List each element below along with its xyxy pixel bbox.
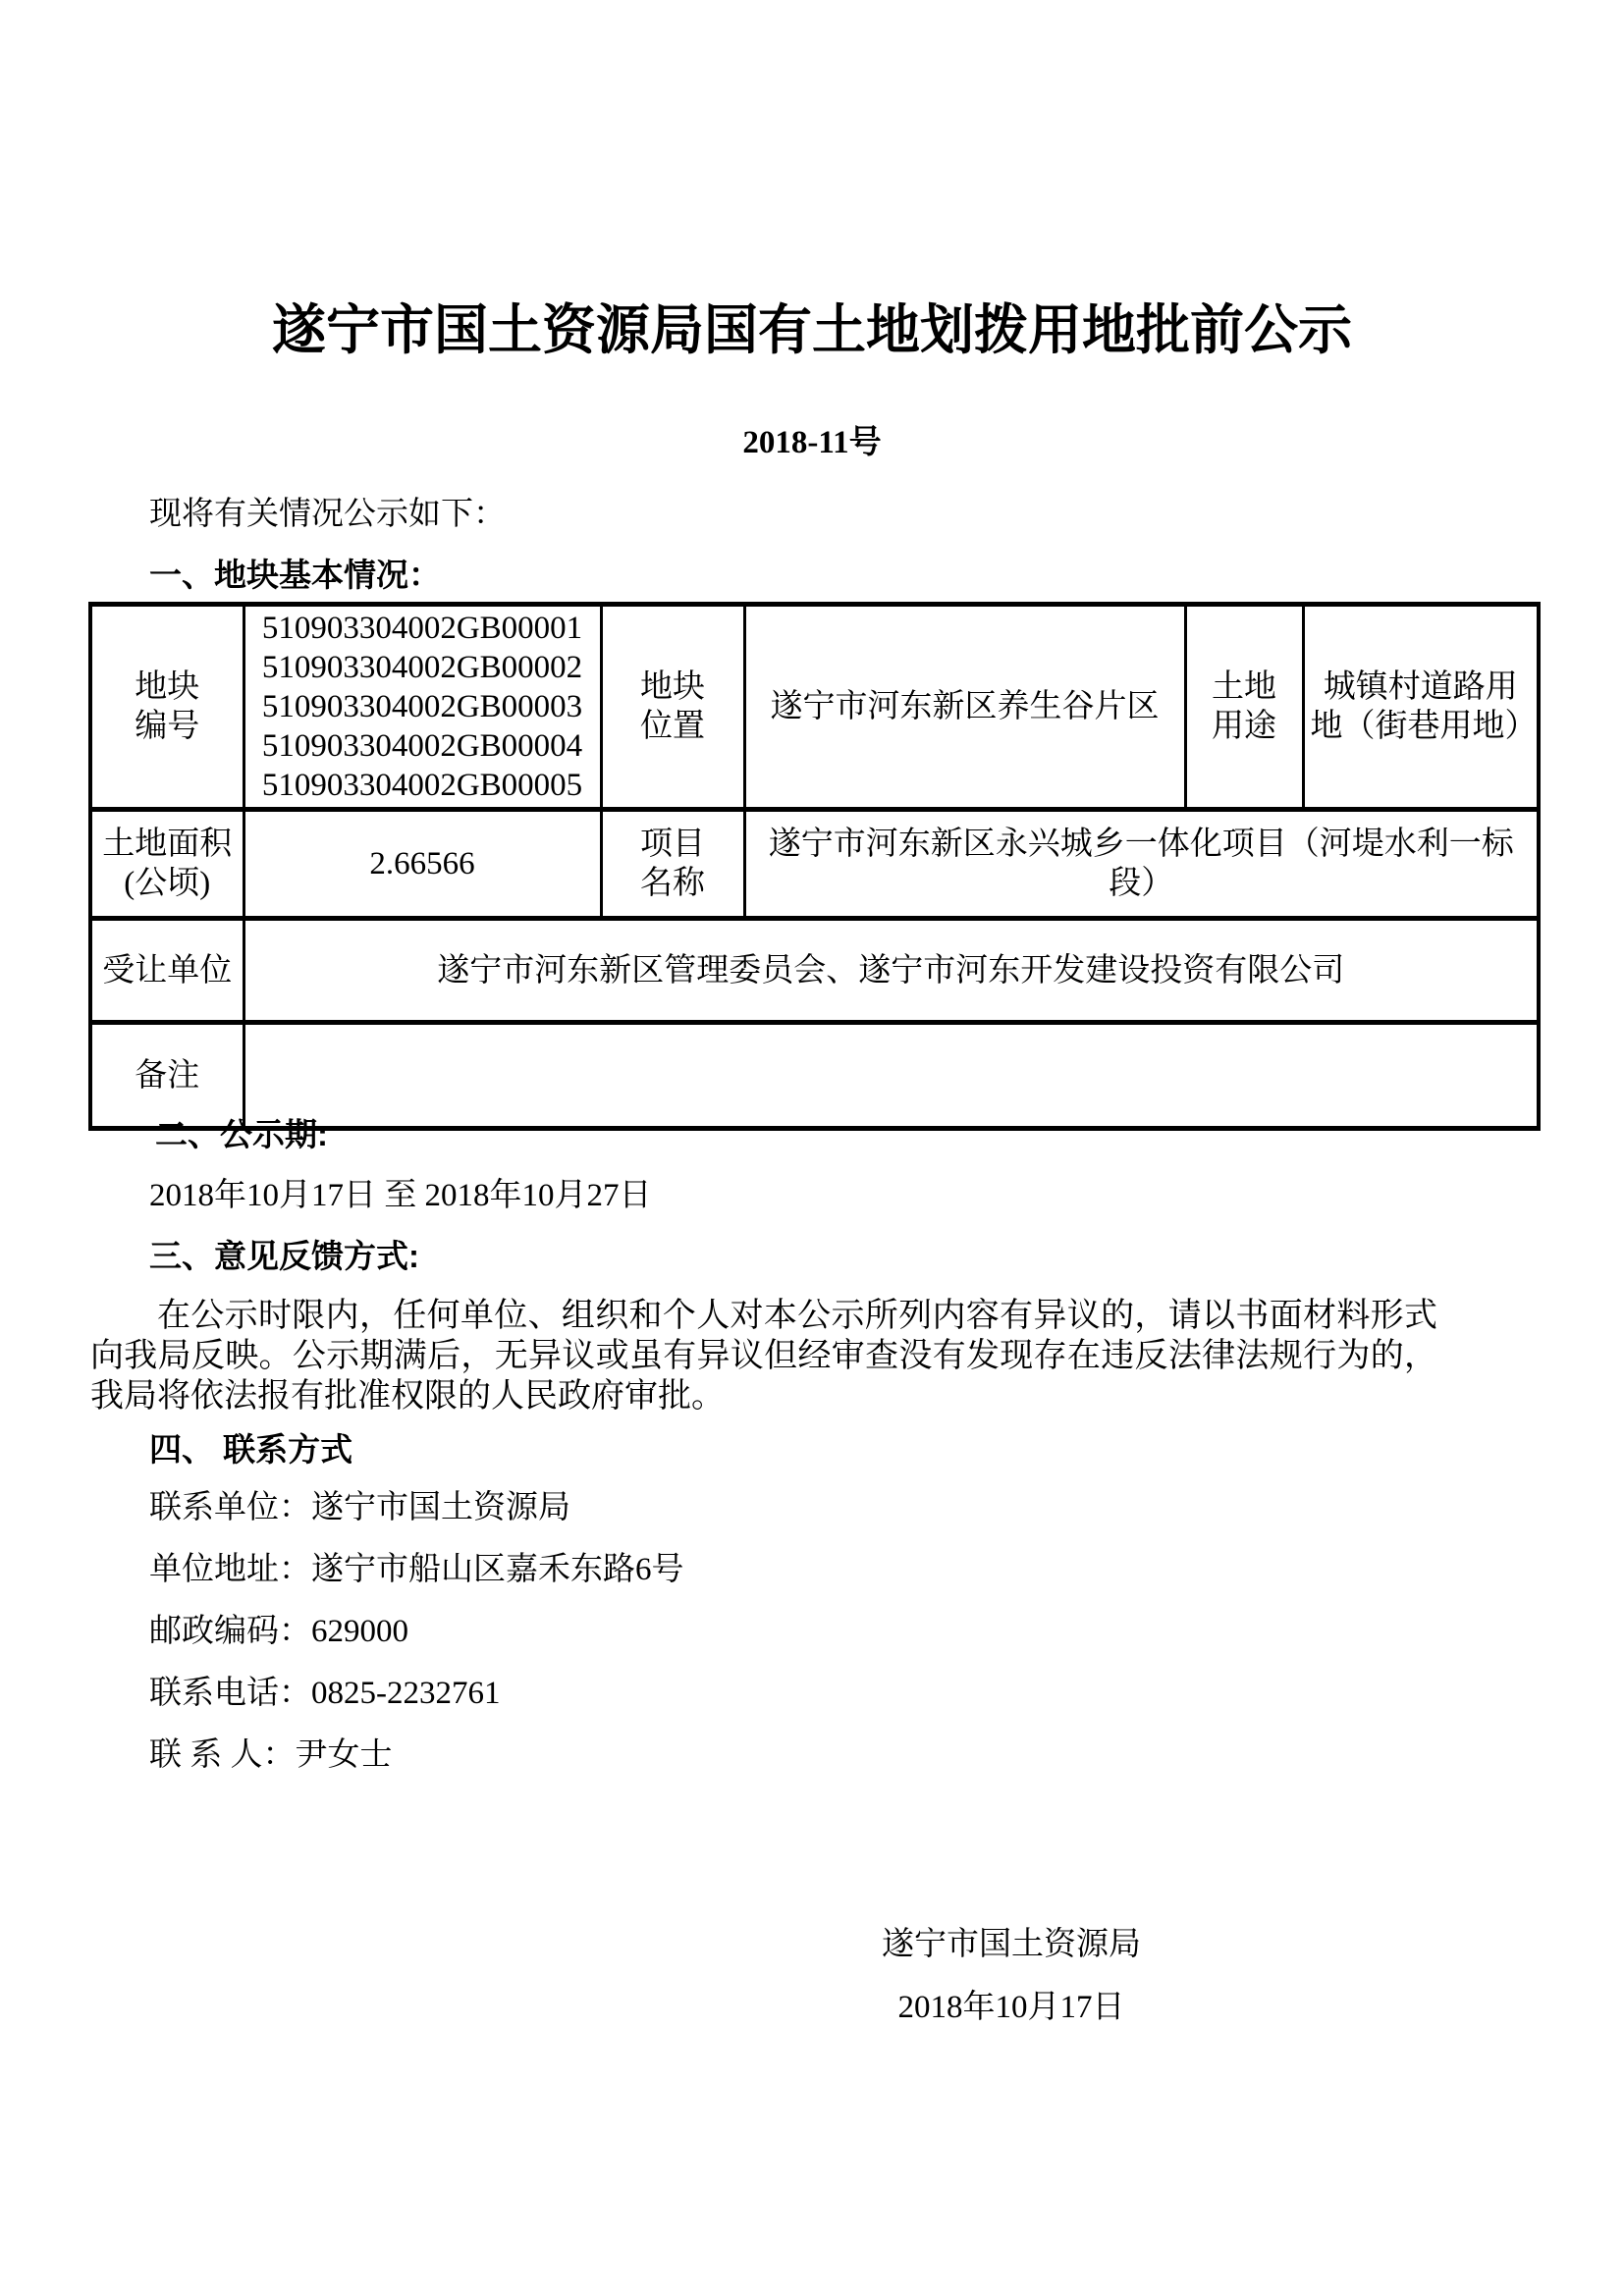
table-row [90, 919, 1539, 1023]
signature-date: 2018年10月17日 [897, 1990, 1125, 2025]
land-info-table-wrap [88, 602, 1541, 1131]
contact-address-line [149, 1552, 684, 1587]
section-contact-heading: 四、 联系方式 [149, 1431, 353, 1468]
location-value: 遂宁市河东新区养生谷片区 [744, 605, 1185, 810]
plot-number-3: 510903304002GB00003 [261, 689, 583, 724]
remarks-value [244, 1023, 1539, 1129]
plot-number-2: 510903304002GB00002 [261, 650, 583, 685]
section-period-heading: 二、公示期: [155, 1116, 328, 1152]
transferee-value: 遂宁市河东新区管理委员会、遂宁市河东开发建设投资有限公司 [244, 919, 1539, 1023]
section-basic-heading: 一、地块基本情况： [149, 557, 441, 593]
land-use-value: 城镇村道路用地（街巷用地） [1303, 605, 1539, 810]
area-value: 2.66566 [244, 810, 601, 919]
project-value: 遂宁市河东新区永兴城乡一体化项目（河堤水利一标段） [744, 810, 1539, 919]
contact-address-value: 遂宁市船山区嘉禾东路6号 [311, 1552, 684, 1587]
document-number: 2018-11号 [742, 425, 882, 460]
plot-number-label: 地块编号 [90, 605, 244, 810]
contact-address-label: 单位地址： [149, 1552, 311, 1587]
signature-block [677, 1927, 1345, 2025]
contact-list [149, 1490, 684, 1799]
plot-number-1: 510903304002GB00001 [261, 611, 583, 646]
contact-person-label: 联 系 人： [149, 1737, 296, 1773]
area-label: 土地面积(公顷) [90, 810, 244, 919]
table-row [90, 810, 1539, 919]
contact-postcode-label: 邮政编码： [149, 1614, 311, 1649]
contact-org-value: 遂宁市国土资源局 [311, 1490, 570, 1525]
feedback-paragraph: 在公示时限内，任何单位、组织和个人对本公示所列内容有异议的，请以书面材料形式向我局反映。公示期满后，无异议或虽有异议但经审查没有发现存在违反法律法规行为的，我局将依法报有批准权限的人民政府审批。 [90, 1298, 1437, 1415]
contact-person-value: 尹女士 [295, 1737, 393, 1773]
land-info-table [88, 602, 1541, 1131]
plot-number-5: 510903304002GB00005 [261, 768, 583, 803]
contact-postcode-value: 629000 [311, 1614, 408, 1649]
contact-org-line [149, 1490, 684, 1525]
page-title: 遂宁市国土资源局国有土地划拨用地批前公示 [271, 300, 1352, 360]
contact-org-label: 联系单位： [149, 1490, 311, 1525]
table-row [90, 605, 1539, 810]
signature-org: 遂宁市国土资源局 [882, 1927, 1141, 1962]
plot-number-values [244, 605, 601, 810]
contact-phone-label: 联系电话： [149, 1676, 311, 1711]
land-use-label: 土地用途 [1185, 605, 1303, 810]
contact-phone-line [149, 1676, 684, 1711]
contact-person-line [149, 1737, 684, 1773]
remarks-label: 备注 [90, 1023, 244, 1129]
intro-text: 现将有关情况公示如下： [149, 497, 506, 532]
contact-phone-value: 0825-2232761 [311, 1676, 501, 1711]
section-feedback-heading: 三、意见反馈方式: [149, 1238, 419, 1274]
table-row [90, 1023, 1539, 1129]
plot-number-4: 510903304002GB00004 [261, 728, 583, 764]
location-label: 地块位置 [601, 605, 744, 810]
contact-postcode-line [149, 1614, 684, 1649]
period-dates: 2018年10月17日 至 2018年10月27日 [149, 1178, 652, 1213]
project-label: 项目名称 [601, 810, 744, 919]
transferee-label: 受让单位 [90, 919, 244, 1023]
